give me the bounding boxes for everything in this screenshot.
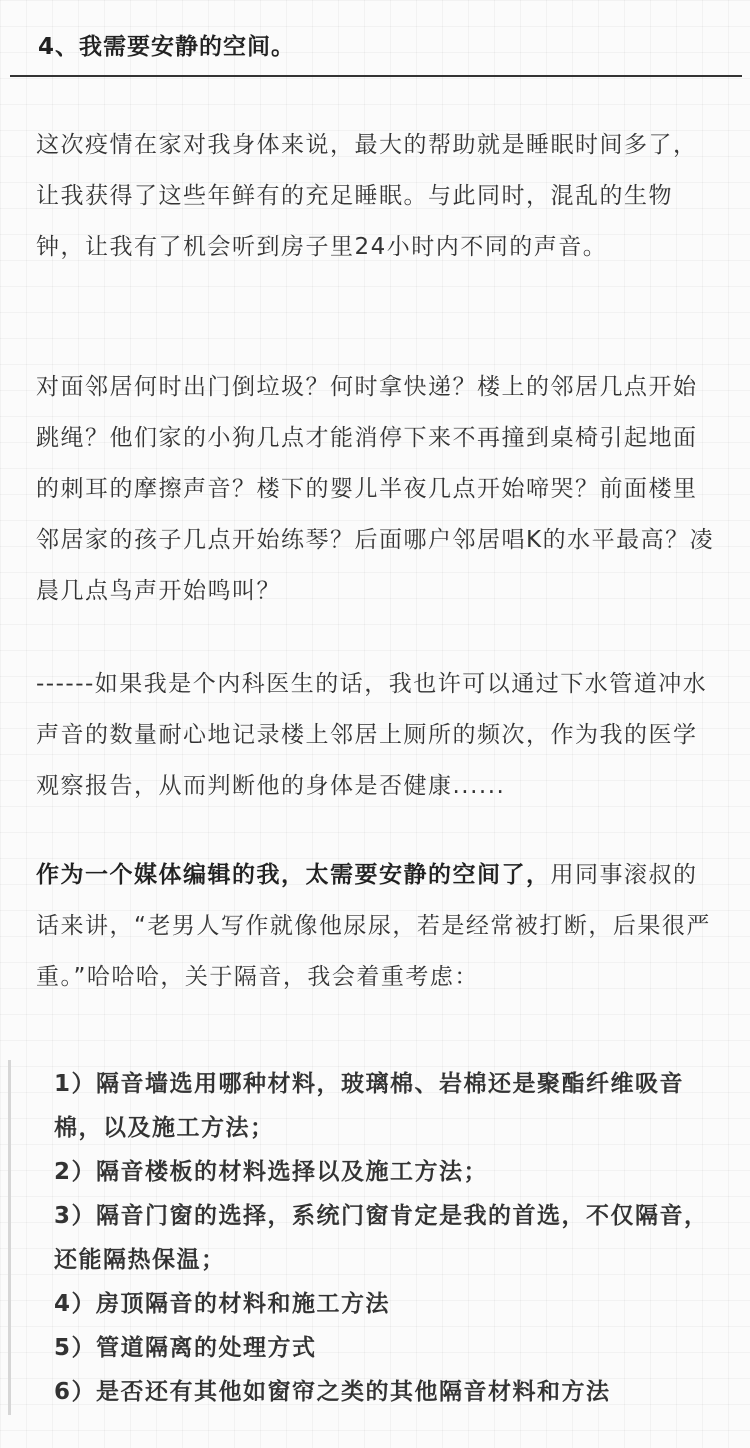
list-item: 3）隔音门窗的选择，系统门窗肯定是我的首选，不仅隔音，还能隔热保温； bbox=[54, 1203, 709, 1273]
blockquote-bar bbox=[8, 1060, 11, 1415]
list-item: 5）管道隔离的处理方式 bbox=[54, 1335, 317, 1361]
paragraph-editor-text: 用同事滚叔的话来讲，“老男人写作就像他尿尿，若是经常被打断，后果很严重。”哈哈哈，关于隔音，我会着重考虑： bbox=[36, 862, 711, 990]
paragraph-doctor: ------如果我是个内科医生的话，我也许可以通过下水管道冲水声音的数量耐心地记录楼上邻居上厕所的频次，作为我的医学观察报告，从而判断他的身体是否健康...... bbox=[36, 671, 708, 799]
paragraph-neighbors: 对面邻居何时出门倒垃圾？何时拿快递？楼上的邻居几点开始跳绳？他们家的小狗几点才能消停下来不再撞到桌椅引起地面的刺耳的摩擦声音？楼下的婴儿半夜几点开始啼哭？前面楼里邻居家的孩子几点开始练琴？后面哪户邻居唱K的水平最高？凌晨几点鸟声开始鸣叫？ bbox=[36, 374, 715, 604]
paragraph-editor-emphasis: 作为一个媒体编辑的我，太需要安静的空间了， bbox=[36, 862, 551, 888]
section-title: 4、我需要安静的空间。 bbox=[38, 34, 296, 60]
paragraph-editor bbox=[36, 850, 716, 1003]
title-divider bbox=[10, 75, 742, 77]
list-item: 4）房顶隔音的材料和施工方法 bbox=[54, 1291, 391, 1317]
list-item: 6）是否还有其他如窗帘之类的其他隔音材料和方法 bbox=[54, 1379, 611, 1405]
list-item: 2）隔音楼板的材料选择以及施工方法； bbox=[54, 1159, 489, 1185]
soundproofing-list bbox=[54, 1062, 714, 1414]
paragraph-sleep: 这次疫情在家对我身体来说，最大的帮助就是睡眠时间多了，让我获得了这些年鲜有的充足睡眠。与此同时，混乱的生物钟，让我有了机会听到房子里24小时内不同的声音。 bbox=[36, 132, 698, 260]
list-item: 1）隔音墙选用哪种材料，玻璃棉、岩棉还是聚酯纤维吸音棉，以及施工方法； bbox=[54, 1071, 685, 1141]
